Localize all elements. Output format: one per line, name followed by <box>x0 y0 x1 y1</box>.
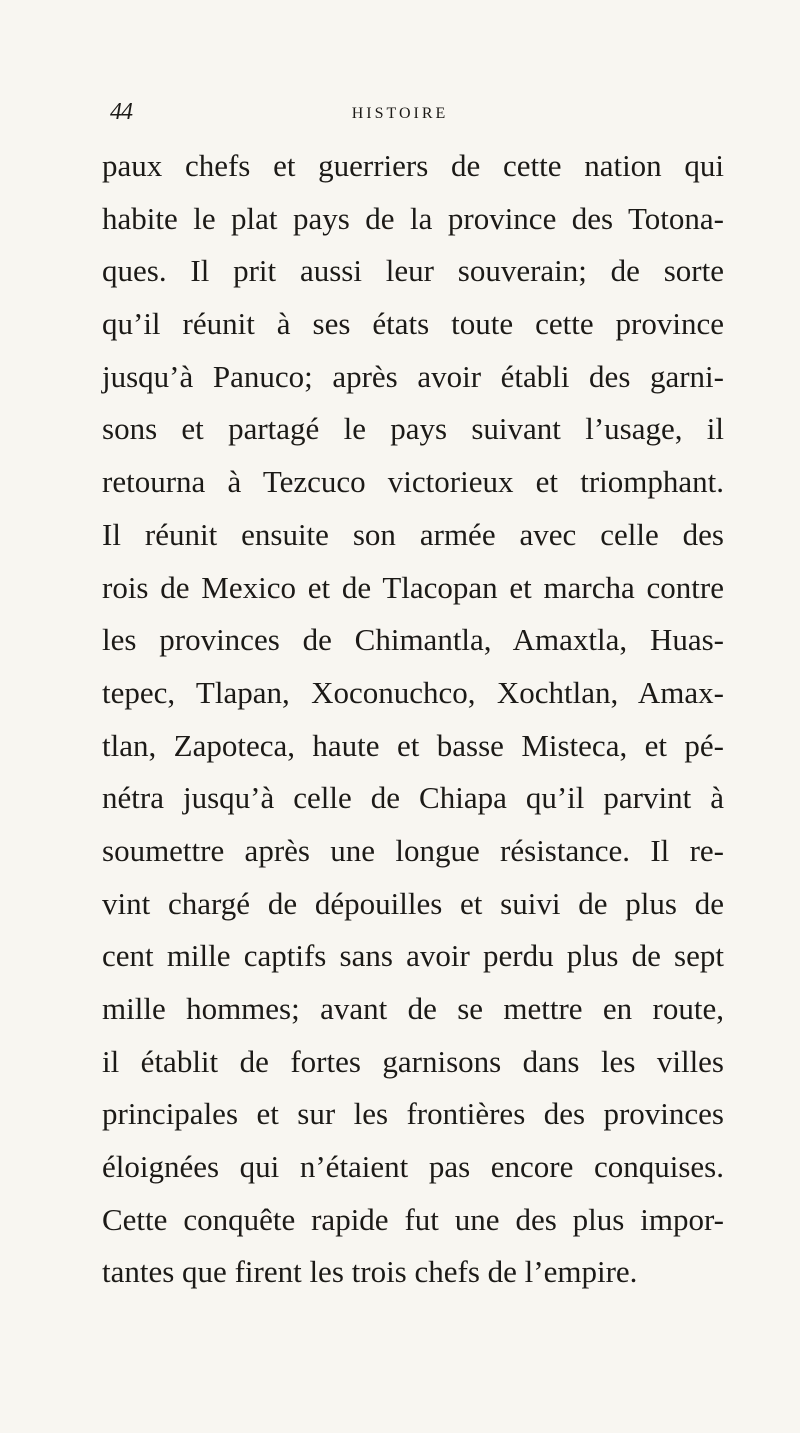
page-number: 44 <box>110 99 132 125</box>
text-line: qu’il réunit à ses états toute cette province <box>102 306 724 342</box>
text-line: tepec, Tlapan, Xoconuchco, Xochtlan, Amax- <box>102 674 724 710</box>
text-line: sons et partagé le pays suivant l’usage, il <box>102 411 724 447</box>
text-line: il établit de fortes garnisons dans les villes <box>102 1043 724 1079</box>
text-line: tantes que firent les trois chefs de l’empire. <box>102 1254 638 1290</box>
text-line: ques. Il prit aussi leur souverain; de sorte <box>102 253 724 289</box>
text-line: vint chargé de dépouilles et suivi de plus de <box>102 885 724 921</box>
text-line: principales et sur les frontières des provinces <box>102 1096 724 1132</box>
text-line: nétra jusqu’à celle de Chiapa qu’il parvint à <box>102 780 724 816</box>
text-line: éloignées qui n’étaient pas encore conquises. <box>102 1149 724 1185</box>
text-line: soumettre après une longue résistance. Il re- <box>102 832 724 868</box>
text-line: jusqu’à Panuco; après avoir établi des garni- <box>102 358 724 394</box>
text-line: paux chefs et guerriers de cette nation qui <box>102 148 724 183</box>
text-line: les provinces de Chimantla, Amaxtla, Huas- <box>102 622 724 658</box>
text-line: mille hommes; avant de se mettre en route, <box>102 991 724 1026</box>
text-line: rois de Mexico et de Tlacopan et marcha contre <box>102 569 724 605</box>
text-line: Il réunit ensuite son armée avec celle des <box>102 516 724 552</box>
text-line: habite le plat pays de la province des Totona- <box>102 200 724 236</box>
text-line: tlan, Zapoteca, haute et basse Misteca, et pé- <box>102 727 724 763</box>
running-head: HISTOIRE <box>351 105 449 122</box>
text-line: cent mille captifs sans avoir perdu plus de sept <box>102 938 724 974</box>
text-line: Cette conquête rapide fut une des plus impor- <box>102 1201 724 1237</box>
body-text <box>102 140 724 1299</box>
text-line: retourna à Tezcuco victorieux et triomphant. <box>102 464 724 500</box>
